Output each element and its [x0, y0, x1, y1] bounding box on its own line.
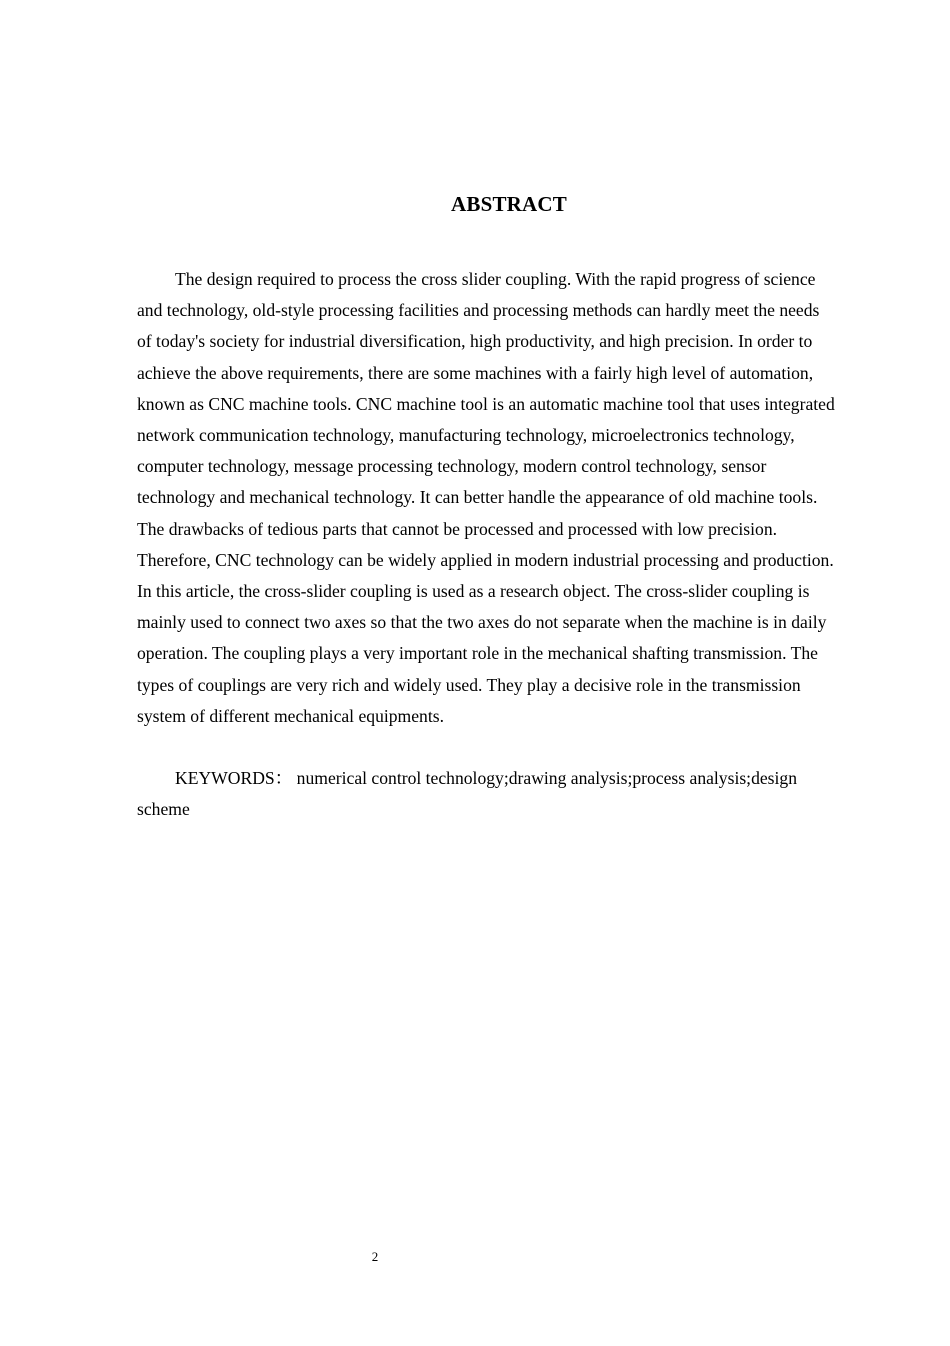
abstract-title: ABSTRACT: [451, 192, 567, 216]
abstract-paragraph-1: The design required to process the cross slider coupling. With the rapid progress of science and technology, old-style processing facilities and processing methods can hardly meet the needs of today's society for industrial diversification, high productivity, and high precision. In order to achieve the above requirements, there are some machines with a fairly high level of automation, known as CNC machine tools. CNC machine tool is an automatic machine tool that uses integrated network communication technology, manufacturing technology, microelectronics technology, computer technology, message processing technology, modern control technology, sensor technology and mechanical technology. It can better handle the appearance of old machine tools. The drawbacks of tedious parts that cannot be processed and processed with low precision. Therefore, CNC technology can be widely applied in modern industrial processing and production.: [137, 269, 835, 570]
page-number: 2: [371, 1249, 379, 1264]
abstract-body: [137, 264, 837, 825]
keywords-line: KEYWORDS： numerical control technology;drawing analysis;process analysis;design scheme: [137, 768, 798, 820]
abstract-paragraph-2: In this article, the cross-slider coupling is used as a research object. The cross-slider coupling is mainly used to connect two axes so that the two axes do not separate when the machine is in daily operation. The coupling plays a very important role in the mechanical shafting transmission. The types of couplings are very rich and widely used. They play a decisive role in the transmission system of different mechanical equipments.: [137, 581, 827, 726]
